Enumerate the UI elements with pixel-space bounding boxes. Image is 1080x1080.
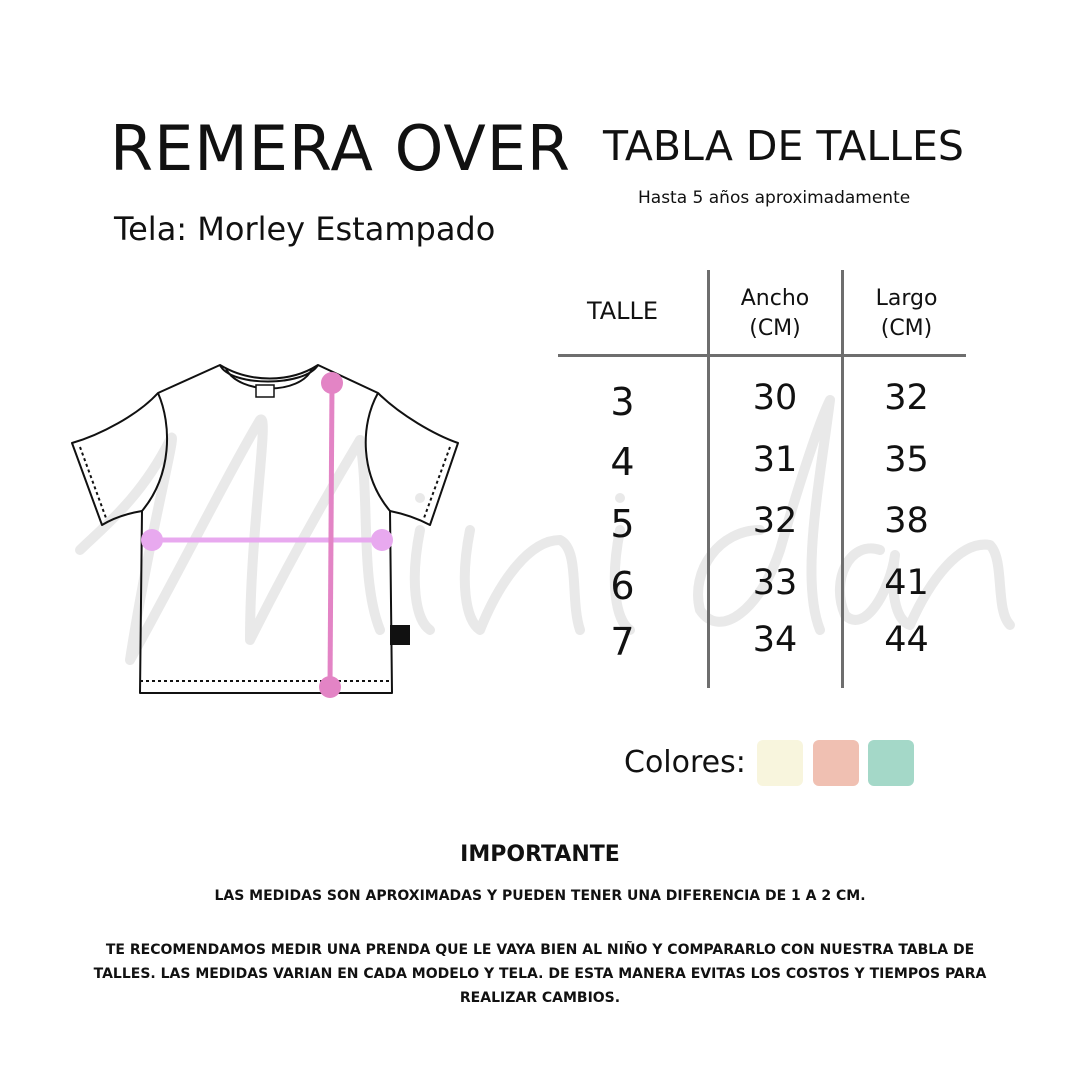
colors-label: Colores: xyxy=(624,745,746,780)
header-largo-line2: (CM) xyxy=(880,316,933,341)
row-3-largo: 32 xyxy=(884,378,929,418)
size-table-title: TABLA DE TALLES xyxy=(603,122,964,170)
header-talle-label: TALLE xyxy=(586,297,659,325)
header-largo-line1: Largo xyxy=(875,286,938,311)
row-5-largo: 38 xyxy=(884,501,929,541)
important-note-1: LAS MEDIDAS SON APROXIMADAS Y PUEDEN TENER UNA DIFERENCIA DE 1 A 2 CM. xyxy=(214,888,866,904)
row-3-ancho: 30 xyxy=(752,378,798,418)
row-4-talle: 4 xyxy=(610,440,635,484)
row-6-ancho: 33 xyxy=(752,563,798,603)
row-4-ancho: 31 xyxy=(752,440,798,480)
tshirt-diagram xyxy=(60,355,480,715)
color-swatch-salmon[interactable] xyxy=(813,740,859,786)
row-6-largo: 41 xyxy=(884,563,929,603)
row-7-ancho: 34 xyxy=(752,620,798,660)
row-4-largo: 35 xyxy=(884,440,929,480)
header-ancho-line2: (CM) xyxy=(749,316,801,341)
row-7-talle: 7 xyxy=(610,620,635,664)
table-header-divider xyxy=(558,354,966,357)
product-title: REMERA OVER xyxy=(110,112,571,185)
fabric-label: Tela: Morley Estampado xyxy=(114,210,496,248)
size-table xyxy=(555,270,970,690)
color-swatch-cream[interactable] xyxy=(757,740,803,786)
important-title: IMPORTANTE xyxy=(460,842,620,867)
row-6-talle: 6 xyxy=(610,564,635,608)
row-7-largo: 44 xyxy=(884,620,929,660)
row-5-ancho: 32 xyxy=(752,501,798,541)
row-5-talle: 5 xyxy=(610,502,635,546)
size-table-subtitle: Hasta 5 años aproximadamente xyxy=(638,188,911,208)
important-note-2: TE RECOMENDAMOS MEDIR UNA PRENDA QUE LE VAYA BIEN AL NIÑO Y COMPARARLO CON NUESTRA TABLA DE TALLES. LAS MEDIDAS VARIAN EN CADA MODELO Y TELA. DE ESTA MANERA EVITAS LOS COSTOS Y TIEMPOS PARA REALIZAR CAMBIOS. xyxy=(93,942,987,1006)
header-ancho xyxy=(710,284,840,344)
header-talle xyxy=(555,296,690,326)
header-ancho-line1: Ancho xyxy=(740,286,810,311)
color-swatch-mint[interactable] xyxy=(868,740,914,786)
header-largo xyxy=(843,284,970,344)
row-3-talle: 3 xyxy=(610,380,635,424)
